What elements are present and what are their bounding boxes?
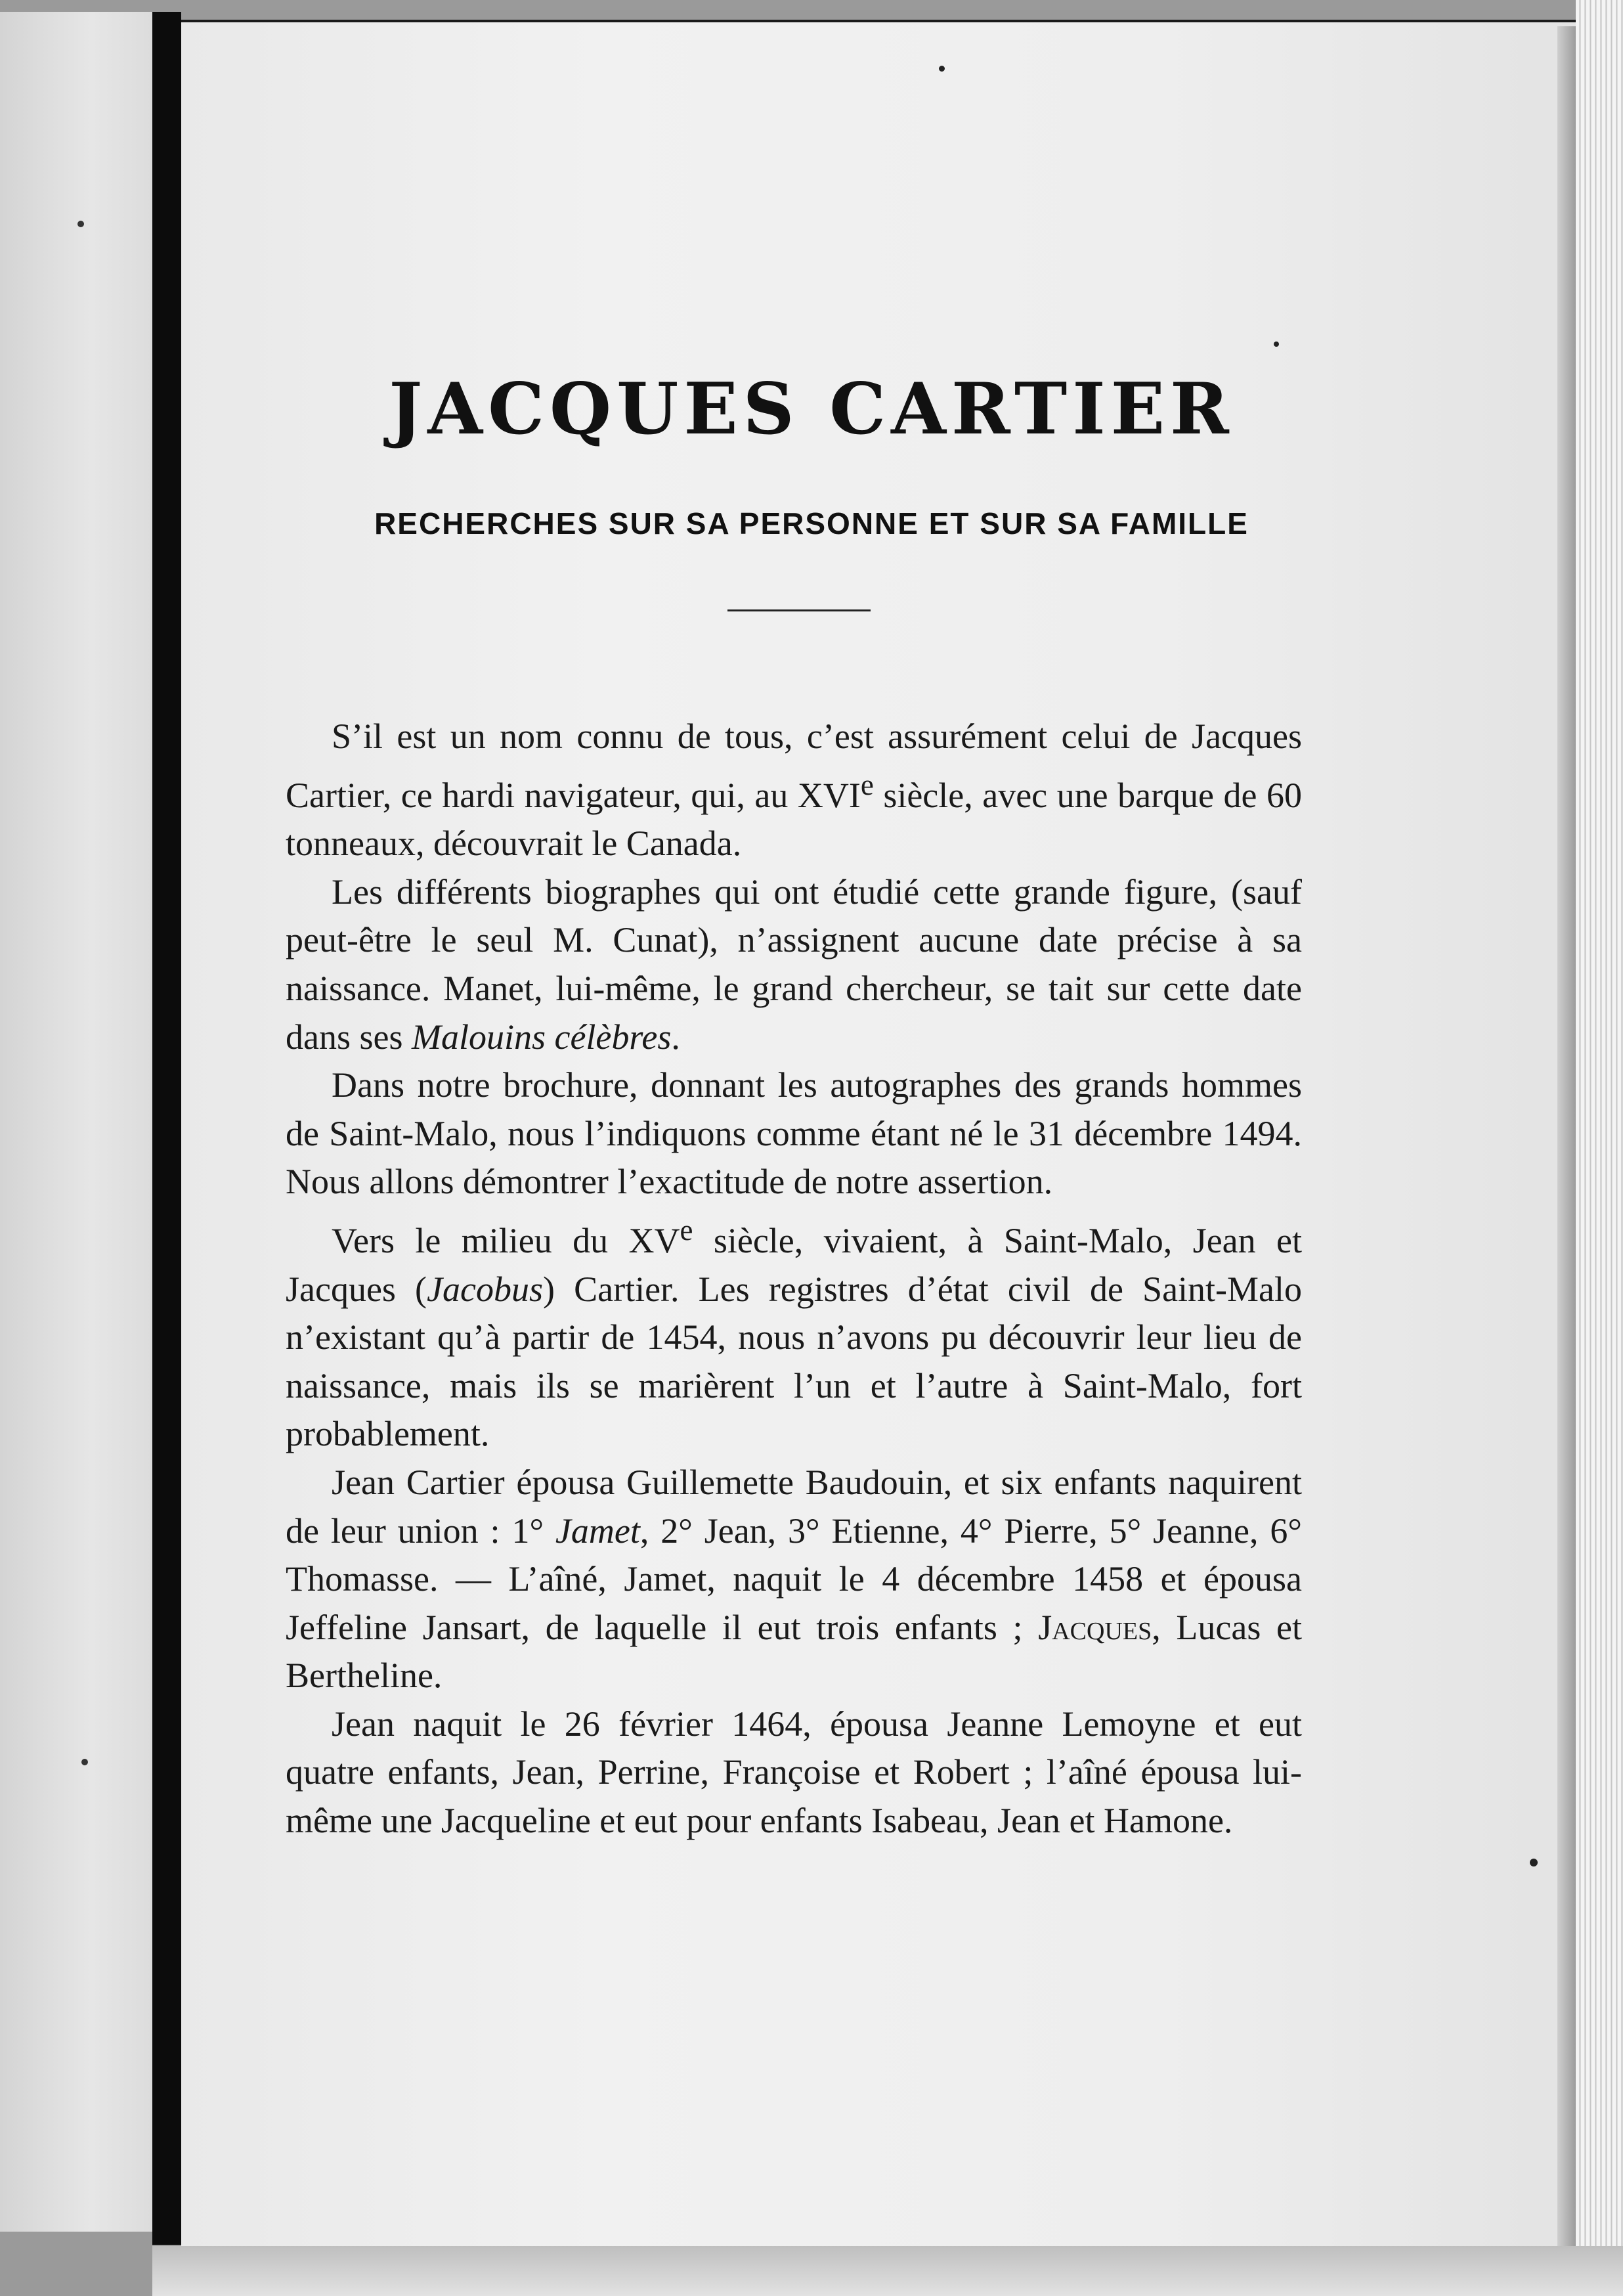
text-run: siècle, vivaient, à Saint-Malo, Jean et Jacques ( bbox=[286, 1220, 1302, 1309]
facing-page-edge bbox=[0, 12, 152, 2232]
page-fore-edge-shadow bbox=[1557, 26, 1576, 2259]
text-run: Vers le milieu du XV bbox=[332, 1220, 680, 1260]
text-run: . bbox=[671, 1017, 680, 1057]
paragraph: Dans notre brochure, donnant les autographes des grands hommes de Saint-Malo, nous l’indiquons comme étant né le 31 décembre 1494. Nous allons démontrer l’exactitude de notre assertion. bbox=[286, 1065, 1302, 1202]
paragraph bbox=[286, 713, 1302, 868]
text-run: siècle, avec une barque de 60 tonneaux, découvrait le Canada. bbox=[286, 775, 1302, 864]
small-caps-name: Jacques bbox=[1038, 1607, 1152, 1647]
page-fore-edge bbox=[1576, 0, 1623, 2296]
text-run: Jean Cartier épousa Guillemette Baudouin, et six enfants naquirent de leur union : 1° bbox=[286, 1462, 1302, 1551]
book-gutter bbox=[152, 12, 181, 2245]
text-run: , 2° Jean, 3° Etienne, 4° Pierre, 5° Jeanne, 6° Thomasse. — L’aîné, Jamet, naquit le 4 décembre 1458 et épousa Jeffeline Jansart, de laquelle il eut trois enfants ; bbox=[286, 1511, 1302, 1647]
text-run: Les différents biographes qui ont étudié cette grande figure, (sauf peut-être le seul M. Cunat), n’assignent aucune date précise à sa naissance. Manet, lui-même, le grand chercheur, se tait sur cette date dans ses bbox=[286, 872, 1302, 1057]
ink-speck bbox=[939, 66, 945, 72]
body-text bbox=[286, 713, 1302, 1845]
ink-speck bbox=[77, 221, 84, 227]
text-run: S’il est un nom connu de tous, c’est assurément celui de Jacques Cartier, ce hardi navigateur, qui, au XVI bbox=[286, 717, 1302, 815]
chapter-title: JACQUES CARTIER bbox=[389, 368, 1234, 451]
italic-name: Jamet bbox=[555, 1511, 640, 1551]
ink-speck bbox=[81, 1759, 88, 1765]
title-divider bbox=[727, 609, 871, 611]
ink-speck bbox=[1530, 1859, 1538, 1866]
italic-name: Jacobus bbox=[427, 1269, 543, 1309]
italic-title: Malouins célèbres bbox=[411, 1017, 672, 1057]
superscript: e bbox=[860, 768, 874, 801]
text-run: , Lucas et Bertheline. bbox=[286, 1607, 1302, 1696]
paragraph bbox=[286, 868, 1302, 1061]
paragraph: Jean naquit le 26 février 1464, épousa Jeanne Lemoyne et eut quatre enfants, Jean, Perrine, Françoise et Robert ; l’aîné épousa lui-même une Jacqueline et eut pour enfants Isabeau, Jean et Hamone. bbox=[286, 1704, 1302, 1841]
text-run: ) Cartier. Les registres d’état civil de Saint-Malo n’existant qu’à partir de 1454, nous n’avons pu découvrir leur lieu de naissance, mais ils se marièrent l’un et l’autre à Saint-Malo, fort probablement. bbox=[286, 1269, 1303, 1454]
chapter-subtitle: RECHERCHES SUR SA PERSONNE ET SUR SA FAMILLE bbox=[374, 506, 1249, 541]
page-bottom-edge bbox=[152, 2246, 1623, 2296]
ink-speck bbox=[1274, 342, 1279, 347]
superscript: e bbox=[680, 1213, 693, 1247]
paragraph bbox=[286, 1206, 1302, 1459]
paragraph bbox=[286, 1459, 1302, 1700]
